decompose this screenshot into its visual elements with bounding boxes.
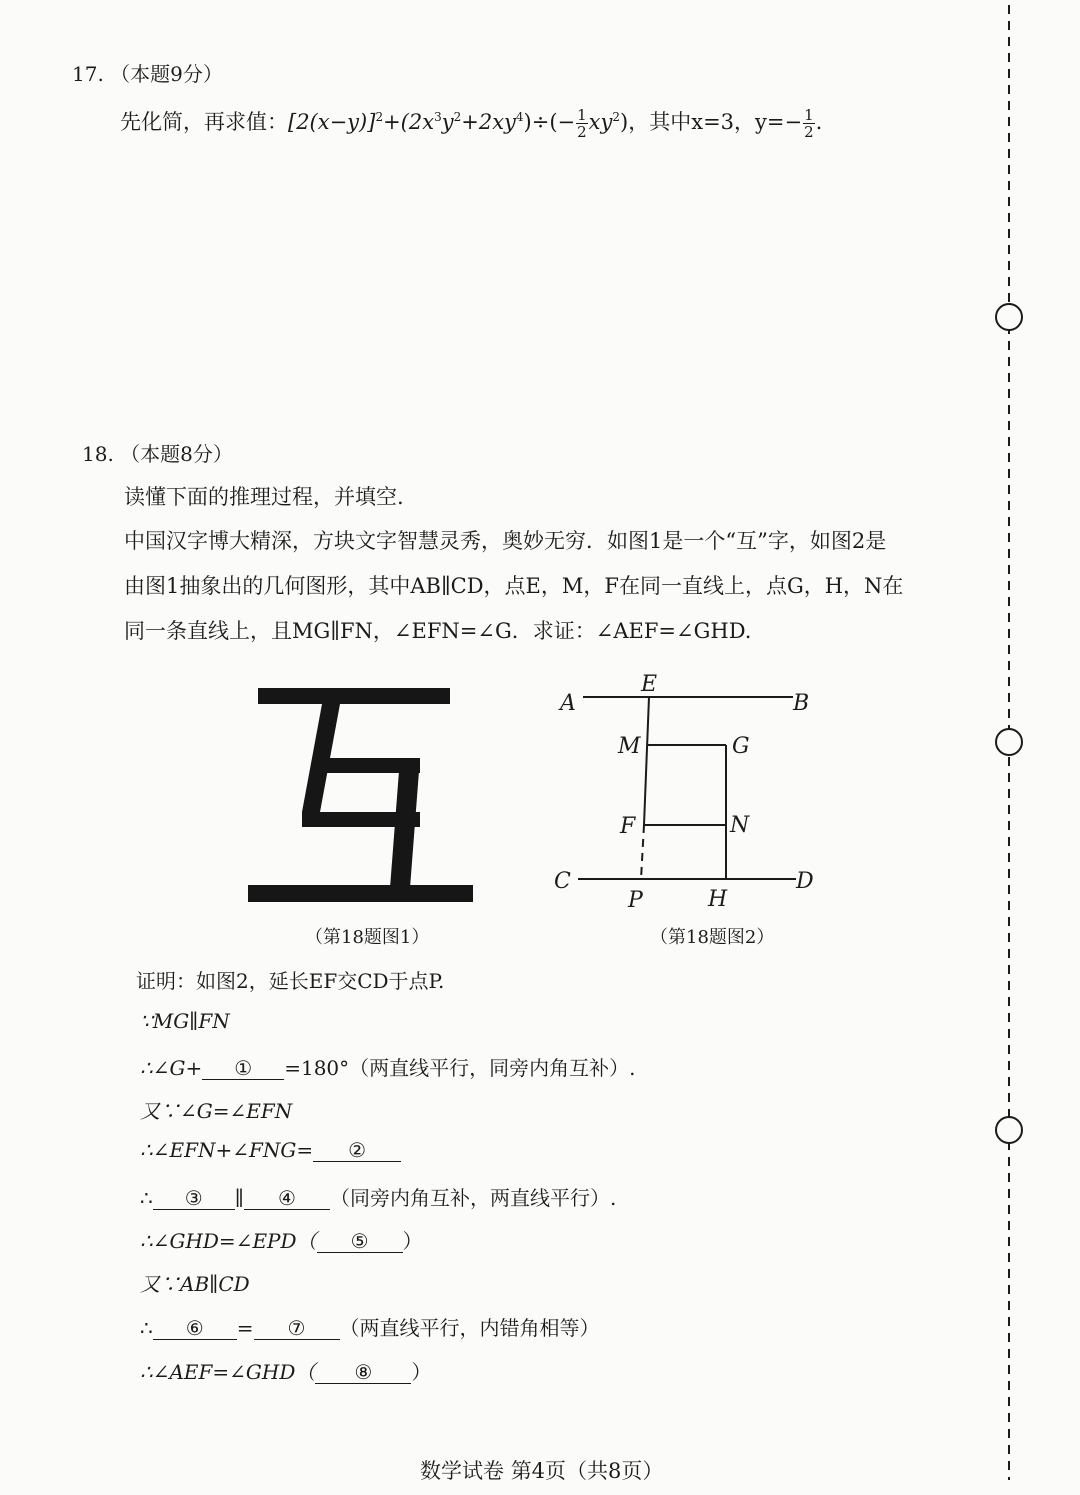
point-label-m: M [618,734,641,759]
footer-page-number: 第4页（共8页） [510,1459,664,1483]
question-18-line-4: 同一条直线上，且MG∥FN，∠EFN=∠G．求证：∠AEF=∠GHD. [124,619,752,643]
point-label-b: B [793,691,810,716]
answer-blank-2[interactable]: ② [313,1139,401,1162]
figure-2-caption: （第18题图2） [650,927,775,948]
proof-line-1: 证明：如图2，延长EF交CD于点P. [136,969,445,993]
answer-blank-8[interactable]: ⑧ [315,1361,411,1384]
point-label-n: N [730,813,750,838]
question-18-line-1: 读懂下面的推理过程，并填空. [124,485,404,509]
proof-line-2: ∵MG∥FN [140,1009,230,1033]
expr-part: [2(x−y)] [288,110,376,134]
punch-hole-circle [996,1117,1022,1143]
proof-line-10 [140,1356,431,1385]
footer-subject: 数学试卷 [420,1459,504,1483]
proof-text: ） [402,1229,423,1253]
proof-line-5 [140,1138,401,1162]
question-number: 18. [82,442,114,466]
proof-text: ∴ [140,1186,153,1210]
proof-text: （两直线平行，内错角相等） [339,1316,600,1340]
answer-blank-5[interactable]: ⑤ [317,1230,403,1253]
fraction [803,107,815,140]
figure-2-geometry [548,665,833,915]
question-number: 17. [72,62,104,86]
proof-line-7 [140,1225,423,1254]
proof-text: （同旁内角互补，两直线平行）. [329,1186,617,1210]
point-label-h: H [708,887,728,912]
proof-text: ∴∠GHD=∠EPD（ [140,1229,317,1253]
question-17-header [72,58,223,87]
point-label-c: C [554,869,571,894]
proof-text: ∴ [140,1316,153,1340]
answer-blank-1[interactable]: ① [202,1057,284,1080]
binding-margin [985,0,1035,1495]
expr-exponent: 2 [453,110,462,124]
expr-part: )，其中x=3，y=− [620,110,803,134]
fraction-denominator: 2 [804,123,814,141]
expr-exponent: 2 [612,110,621,124]
answer-blank-3[interactable]: ③ [153,1187,235,1210]
figure-1-caption: （第18题图1） [305,927,430,948]
proof-text: = [236,1316,254,1340]
expr-part: +(2x [383,110,435,134]
expr-exponent: 3 [434,110,442,124]
expr-exponent: 4 [515,110,524,124]
point-label-a: A [560,691,576,716]
expr-part: +2xy [461,110,516,134]
proof-text: =180°（两直线平行，同旁内角互补）. [284,1056,636,1080]
expr-part: xy [588,110,613,134]
question-18-line-3: 由图1抽象出的几何图形，其中AB∥CD，点E，M，F在同一直线上，点G，H，N在 [124,574,904,598]
proof-line-6 [140,1182,616,1211]
point-label-g: G [732,734,750,759]
fraction-numerator: 1 [577,106,587,124]
proof-text: ∴∠EFN+∠FNG= [140,1138,314,1162]
question-18-header [82,438,233,467]
answer-blank-7[interactable]: ⑦ [254,1317,340,1340]
question-points: （本题9分） [110,62,223,86]
proof-text: ∴∠G+ [140,1056,203,1080]
figure-1-character-drawing [240,680,485,910]
proof-text: ∥ [234,1186,244,1210]
question-17-prompt [120,106,822,140]
point-label-f: F [620,814,636,839]
proof-line-3 [140,1052,636,1081]
question-points: （本题8分） [120,442,233,466]
proof-line-4: 又∵∠G=∠EFN [140,1099,293,1123]
proof-line-9 [140,1312,600,1341]
proof-line-8: 又∵AB∥CD [140,1272,250,1296]
answer-blank-6[interactable]: ⑥ [153,1317,237,1340]
expr-part: y [441,110,454,134]
answer-blank-4[interactable]: ④ [244,1187,330,1210]
punch-hole-circle [996,729,1022,755]
punch-hole-circle [996,304,1022,330]
proof-text: ∴∠AEF=∠GHD（ [140,1360,316,1384]
fraction-numerator: 1 [804,106,814,124]
proof-text: ） [411,1360,432,1384]
fraction [576,107,588,140]
expr-part: )÷(− [523,110,576,134]
page-footer [420,1455,663,1485]
question-18-line-2: 中国汉字博大精深，方块文字智慧灵秀，奥妙无穷．如图1是一个“互”字，如图2是 [124,529,887,553]
point-label-e: E [641,672,658,697]
fraction-denominator: 2 [577,123,587,141]
point-label-p: P [628,888,643,913]
point-label-d: D [796,869,814,894]
prompt-lead: 先化简，再求值： [120,110,288,134]
expr-end: . [815,110,823,134]
expr-exponent: 2 [375,110,384,124]
